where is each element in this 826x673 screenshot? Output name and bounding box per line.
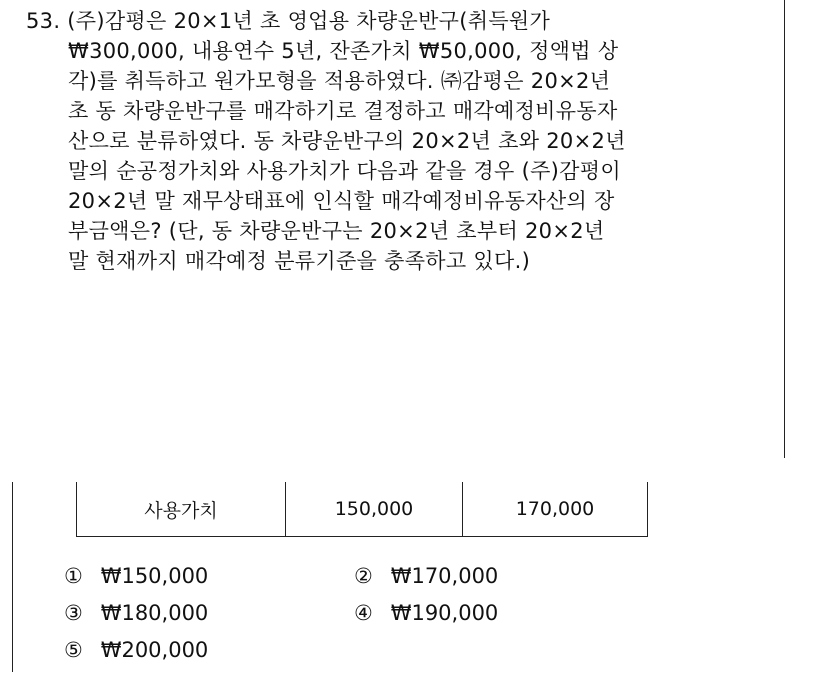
answer-choices bbox=[64, 558, 644, 669]
question-line: 말의 순공정가치와 사용가치가 다음과 같을 경우 (주)감평이 bbox=[68, 159, 621, 183]
choice-text: ₩200,000 bbox=[100, 638, 209, 662]
choice-number: ⑤ bbox=[64, 638, 83, 662]
choice-5[interactable] bbox=[64, 632, 354, 669]
choice-row bbox=[64, 558, 644, 595]
choice-2[interactable] bbox=[354, 558, 644, 595]
choice-text: ₩180,000 bbox=[100, 601, 209, 625]
choice-number: ① bbox=[64, 564, 83, 588]
question-line: 각)를 취득하고 원가모형을 적용하였다. ㈜감평은 20×2년 bbox=[68, 69, 611, 93]
column-divider-right bbox=[784, 0, 785, 458]
choice-3[interactable] bbox=[64, 595, 354, 632]
table-cell-value-1: 150,000 bbox=[286, 482, 463, 537]
question-line: ₩300,000, 내용연수 5년, 잔존가치 ₩50,000, 정액법 상 bbox=[68, 39, 619, 63]
question-line: 산으로 분류하였다. 동 차량운반구의 20×2년 초와 20×2년 bbox=[68, 129, 626, 153]
choice-row bbox=[64, 595, 644, 632]
table-row bbox=[77, 482, 648, 537]
question-line: 53. (주)감평은 20×1년 초 영업용 차량운반구(취득원가 bbox=[26, 9, 551, 33]
value-table bbox=[76, 482, 648, 537]
choice-1[interactable] bbox=[64, 558, 354, 595]
question-text bbox=[26, 6, 776, 276]
table-row-label: 사용가치 bbox=[77, 482, 286, 537]
question-line: 20×2년 말 재무상태표에 인식할 매각예정비유동자산의 장 bbox=[68, 189, 615, 213]
choice-number: ④ bbox=[354, 601, 373, 625]
choice-text: ₩190,000 bbox=[390, 601, 499, 625]
choice-text: ₩150,000 bbox=[100, 564, 209, 588]
table-cell-value-2: 170,000 bbox=[463, 482, 648, 537]
column-divider-left bbox=[12, 482, 13, 672]
question-line: 초 동 차량운반구를 매각하기로 결정하고 매각예정비유동자 bbox=[68, 99, 618, 123]
choice-4[interactable] bbox=[354, 595, 644, 632]
question-line: 말 현재까지 매각예정 분류기준을 충족하고 있다.) bbox=[68, 249, 531, 273]
choice-number: ② bbox=[354, 564, 373, 588]
choice-text: ₩170,000 bbox=[390, 564, 499, 588]
choice-row bbox=[64, 632, 644, 669]
choice-number: ③ bbox=[64, 601, 83, 625]
question-line: 부금액은? (단, 동 차량운반구는 20×2년 초부터 20×2년 bbox=[68, 219, 605, 243]
